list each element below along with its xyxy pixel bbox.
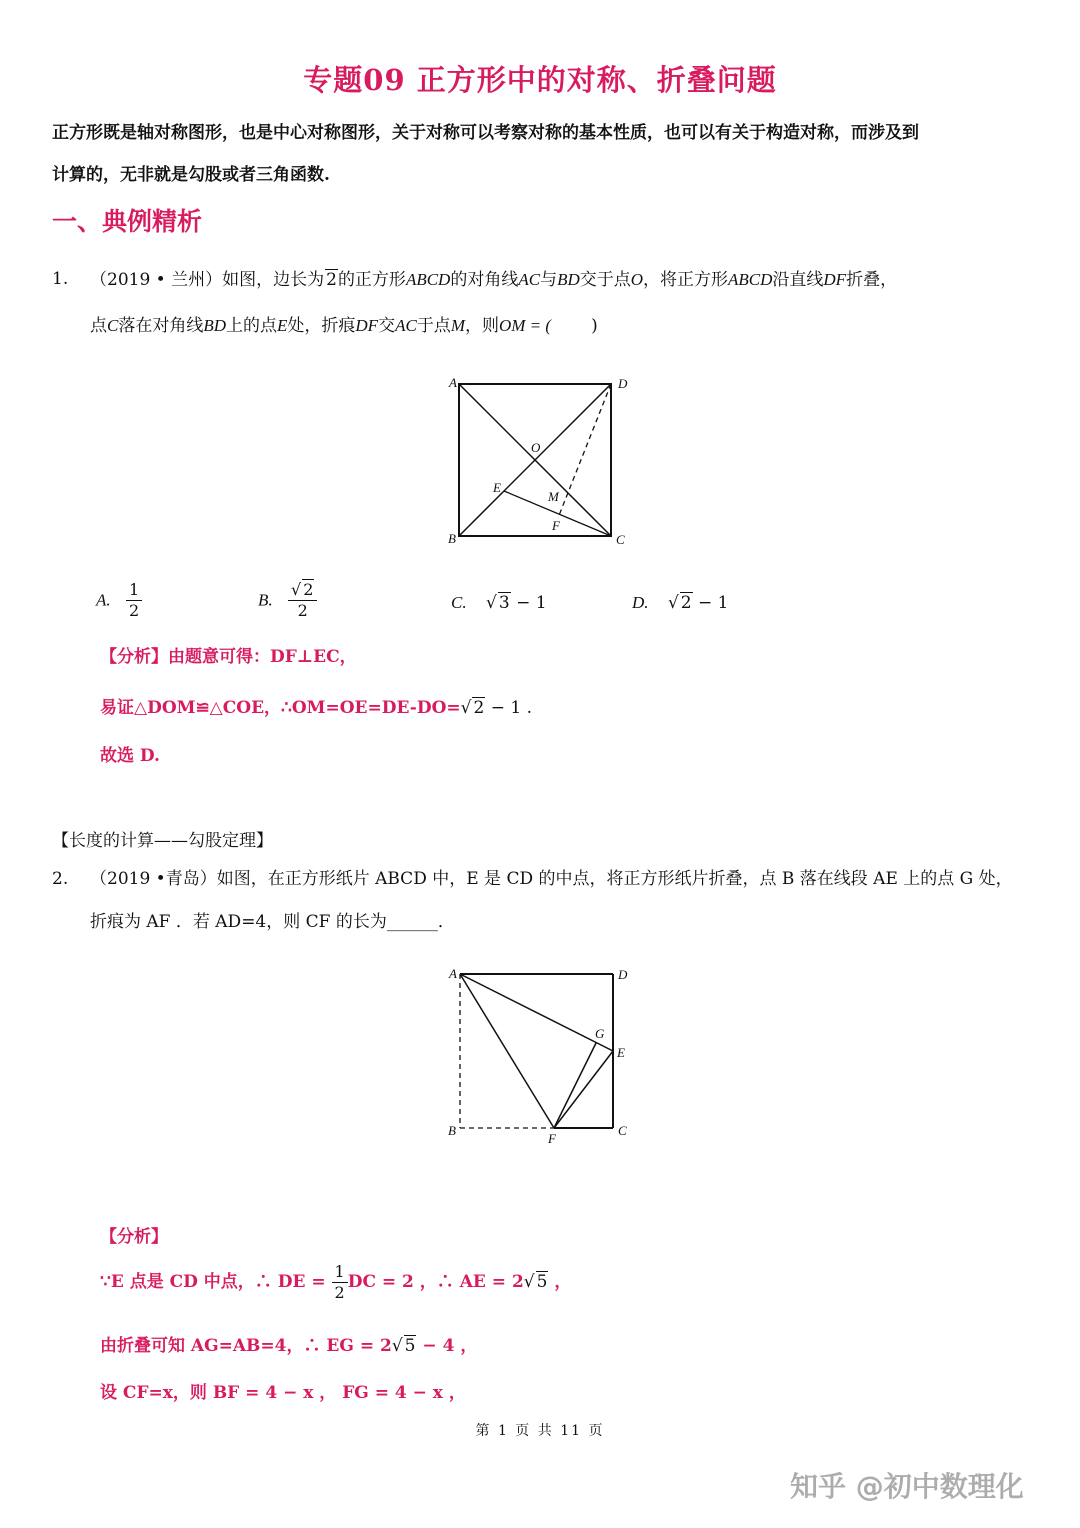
label-c: C <box>616 532 625 547</box>
q2-analysis-title: 【分析】 <box>100 1227 168 1247</box>
intro-paragraph <box>52 112 1042 196</box>
q1-analysis-line-3: 故选 D. <box>100 746 160 766</box>
q1-line-2: 点C落在对角线BD上的点E处，折痕DF交AC于点M，则OM = ( ) <box>90 316 598 336</box>
segment-fe <box>554 1051 613 1128</box>
section-title: 一、典例精析 <box>52 207 203 236</box>
label-f: F <box>552 518 560 533</box>
label-d: D <box>618 967 628 982</box>
label-m: M <box>548 489 559 504</box>
watermark: 知乎 @初中数理化 <box>790 1470 1024 1503</box>
label-g: G <box>595 1026 605 1041</box>
label-o: O <box>531 440 541 455</box>
label-b: B <box>448 1123 456 1138</box>
label-e: E <box>617 1045 625 1060</box>
q2-line-2: 折痕为 AF ．若 AD=4，则 CF 的长为______． <box>90 912 455 932</box>
q2-analysis-line-1: ∵E 点是 CD 中点，∴ DE = $\frac{1}{2}$ DC = 2 ，∴ AE = 2√ 5 ， <box>100 1262 572 1302</box>
q2-figure <box>440 960 640 1150</box>
q1-analysis-line-1: 【分析】由题意可得：DF⊥EC， <box>100 647 357 667</box>
q1-figure <box>440 370 640 550</box>
q1-number: 1. <box>52 269 69 289</box>
page-footer: 第 1 页 共 11 页 <box>475 1423 605 1439</box>
label-d: D <box>618 376 628 391</box>
fold-line-df <box>558 384 611 518</box>
segment-fg <box>554 1043 596 1128</box>
intro-line-2: 计算的，无非就是勾股或者三角函数. <box>52 165 330 185</box>
choice-b[interactable]: B. $\frac{√ 2}{2}$ <box>258 580 317 621</box>
q1-line-1: （2019 • 兰州）如图，边长为 2的正方形ABCD的对角线AC与BD交于点O，将正方形ABCD沿直线DF折叠， <box>90 270 898 290</box>
intro-line-1: 正方形既是轴对称图形，也是中心对称图形，关于对称可以考察对称的基本性质，也可以有关于构造对称，而涉及到 <box>52 123 919 143</box>
label-f: F <box>548 1131 556 1146</box>
q1-analysis-line-2: 易证△DOM≌△COE，∴OM=OE=DE-DO=√ 2 − 1 . <box>100 698 532 718</box>
choice-a[interactable]: A. $\frac{1}{2}$ <box>96 580 142 621</box>
label-e: E <box>493 480 501 495</box>
sqrt-symbol: 2 <box>326 270 337 290</box>
label-c: C <box>618 1123 627 1138</box>
label-a: A <box>449 966 457 981</box>
choice-c[interactable]: C. √ 3 − 1 <box>451 593 547 613</box>
q2-analysis-line-3: 设 CF=x，则 BF = 4 − x ， FG = 4 − x ， <box>100 1383 466 1403</box>
q2-analysis-line-2: 由折叠可知 AG=AB=4，∴ EG = 2√ 5 − 4 ， <box>100 1336 478 1356</box>
q2-number: 2. <box>52 869 69 889</box>
label-b: B <box>448 531 456 546</box>
topic-tag: 【长度的计算——勾股定理】 <box>52 831 273 851</box>
page-title: 专题09 正方形中的对称、折叠问题 <box>303 63 777 97</box>
label-a: A <box>449 375 457 390</box>
choice-d[interactable]: D. √ 2 − 1 <box>632 593 729 613</box>
q2-line-1: （2019 •青岛）如图，在正方形纸片 ABCD 中，E 是 CD 的中点，将正方形纸片折叠，点 B 落在线段 AE 上的点 G 处， <box>90 869 1013 889</box>
